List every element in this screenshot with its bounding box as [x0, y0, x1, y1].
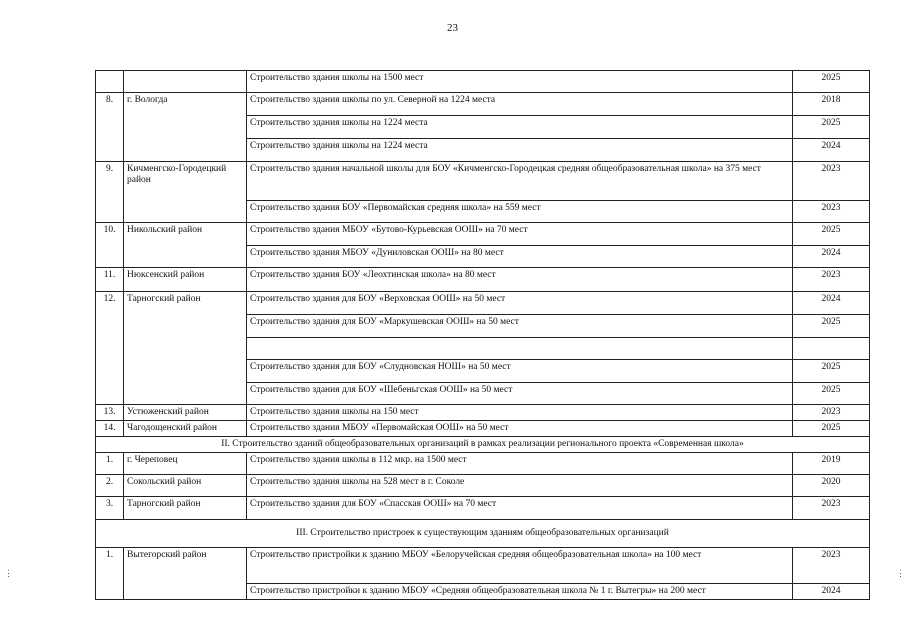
district-cell [124, 71, 247, 93]
year-cell: 2023 [793, 497, 870, 520]
row-number: 2. [96, 475, 124, 497]
project-cell: Строительство здания школы на 1500 мест [247, 71, 793, 93]
left-edge-mark: ⋮ [4, 568, 13, 578]
row-number: 11. [96, 268, 124, 292]
row-number: 8. [96, 93, 124, 162]
year-cell: 2025 [793, 223, 870, 246]
year-cell: 2019 [793, 453, 870, 475]
year-cell: 2020 [793, 475, 870, 497]
year-cell: 2023 [793, 201, 870, 223]
year-cell: 2024 [793, 139, 870, 162]
district-cell: Вытегорский район [124, 548, 247, 600]
year-cell: 2023 [793, 548, 870, 584]
table-row [96, 548, 870, 584]
year-cell: 2023 [793, 162, 870, 201]
district-cell: Чагодощенский район [124, 421, 247, 437]
section-header-row [96, 437, 870, 453]
district-cell: Сокольский район [124, 475, 247, 497]
table-row [96, 223, 870, 246]
project-cell: Строительство здания БОУ «Первомайская средняя школа» на 559 мест [247, 201, 793, 223]
project-cell [247, 338, 793, 360]
district-cell: г. Череповец [124, 453, 247, 475]
project-cell: Строительство здания для БОУ «Маркушевская ООШ» на 50 мест [247, 315, 793, 338]
table-row [96, 162, 870, 201]
project-cell: Строительство здания МБОУ «Бутово-Курьевская ООШ» на 70 мест [247, 223, 793, 246]
project-cell: Строительство здания для БОУ «Слудновская НОШ» на 50 мест [247, 360, 793, 383]
row-number: 1. [96, 548, 124, 600]
schools-construction-table [95, 70, 870, 600]
year-cell: 2024 [793, 246, 870, 268]
project-cell: Строительство здания школы на 150 мест [247, 405, 793, 421]
project-cell: Строительство здания школы на 1224 места [247, 139, 793, 162]
table-row [96, 453, 870, 475]
project-cell: Строительство здания школы по ул. Северной на 1224 места [247, 93, 793, 116]
year-cell: 2025 [793, 360, 870, 383]
district-cell: Никольский район [124, 223, 247, 268]
project-cell: Строительство здания школы на 1224 места [247, 116, 793, 139]
project-cell: Строительство здания для БОУ «Спасская ООШ» на 70 мест [247, 497, 793, 520]
district-cell: г. Вологда [124, 93, 247, 162]
project-cell: Строительство здания для БОУ «Шебеньгская ООШ» на 50 мест [247, 383, 793, 405]
year-cell: 2025 [793, 421, 870, 437]
table-row [96, 93, 870, 116]
project-cell: Строительство здания школы в 112 мкр. на 1500 мест [247, 453, 793, 475]
project-cell: Строительство пристройки к зданию МБОУ «Средняя общеобразовательная школа № 1 г. Вытегры» на 200 мест [247, 584, 793, 600]
year-cell: 2024 [793, 584, 870, 600]
row-number: 12. [96, 292, 124, 405]
table-row [96, 497, 870, 520]
year-cell: 2024 [793, 292, 870, 315]
district-cell: Устюженский район [124, 405, 247, 421]
table-row [96, 421, 870, 437]
row-number: 14. [96, 421, 124, 437]
project-cell: Строительство здания школы на 528 мест в г. Соколе [247, 475, 793, 497]
table-row [96, 475, 870, 497]
year-cell: 2025 [793, 116, 870, 139]
year-cell: 2025 [793, 71, 870, 93]
row-number: 9. [96, 162, 124, 223]
table-row [96, 268, 870, 292]
page-number: 23 [447, 22, 458, 34]
district-cell: Нюксенский район [124, 268, 247, 292]
year-cell: 2023 [793, 268, 870, 292]
row-number: 1. [96, 453, 124, 475]
row-number: 13. [96, 405, 124, 421]
table-row [96, 292, 870, 315]
district-cell: Кичменгско-Городецкий район [124, 162, 247, 223]
section-title: III. Строительство пристроек к существующим зданиям общеобразовательных организаций [96, 520, 870, 548]
year-cell: 2025 [793, 315, 870, 338]
project-cell: Строительство здания МБОУ «Первомайская ООШ» на 50 мест [247, 421, 793, 437]
year-cell [793, 338, 870, 360]
row-number: 10. [96, 223, 124, 268]
section-title: II. Строительство зданий общеобразовательных организаций в рамках реализации регионального проекта «Современная школа» [96, 437, 870, 453]
project-cell: Строительство здания БОУ «Леохтинская школа» на 80 мест [247, 268, 793, 292]
year-cell: 2018 [793, 93, 870, 116]
project-cell: Строительство пристройки к зданию МБОУ «Белоручейская средняя общеобразовательная школа» на 100 мест [247, 548, 793, 584]
district-cell: Тарногский район [124, 292, 247, 405]
year-cell: 2025 [793, 383, 870, 405]
section-header-row [96, 520, 870, 548]
right-edge-mark: ⋮ [896, 568, 905, 578]
table-row [96, 405, 870, 421]
row-number [96, 71, 124, 93]
project-cell: Строительство здания МБОУ «Дуниловская ООШ» на 80 мест [247, 246, 793, 268]
project-cell: Строительство здания для БОУ «Верховская ООШ» на 50 мест [247, 292, 793, 315]
row-number: 3. [96, 497, 124, 520]
project-cell: Строительство здания начальной школы для БОУ «Кичменгско-Городецкая средняя общеобразовательная школа» на 375 мест [247, 162, 793, 201]
year-cell: 2023 [793, 405, 870, 421]
table-row [96, 71, 870, 93]
table-body [96, 71, 870, 600]
district-cell: Тарногский район [124, 497, 247, 520]
